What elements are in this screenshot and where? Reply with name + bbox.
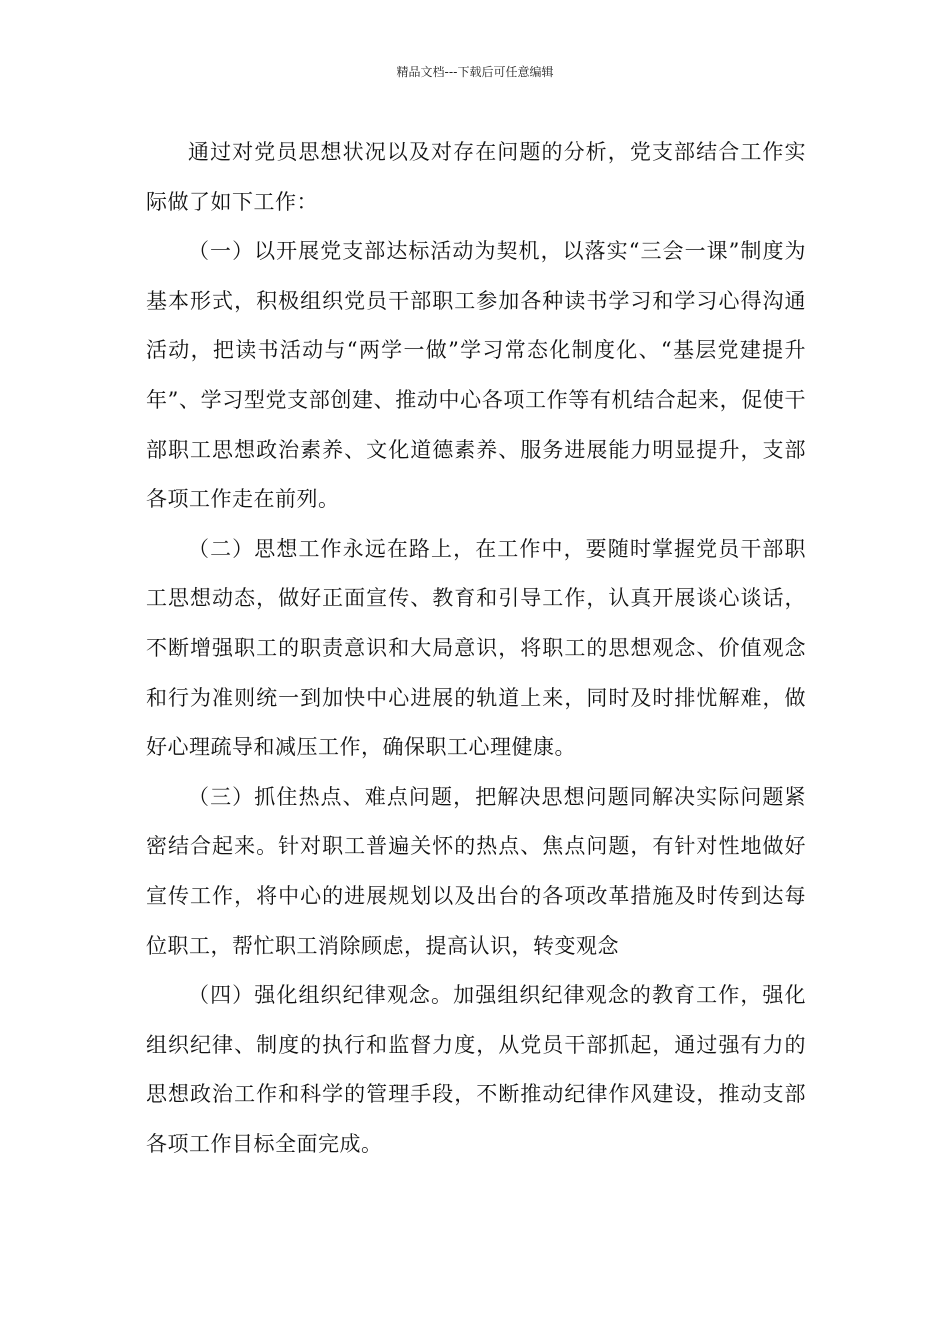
- paragraph-section-2: （二）思想工作永远在路上，在工作中，要随时掌握党员干部职工思想动态，做好正面宣传、教育和引导工作，认真开展谈心谈话，不断增强职工的职责意识和大局意识，将职工的思想观念、价值观念和行为准则统一到加快中心进展的轨道上来，同时及时排忧解难，做好心理疏导和减压工作，确保职工心理健康。: [146, 536, 806, 760]
- paragraph-section-3: （三）抓住热点、难点问题，把解决思想问题同解决实际问题紧密结合起来。针对职工普遍关怀的热点、焦点问题，有针对性地做好宣传工作，将中心的进展规划以及出台的各项改革措施及时传到达每位职工，帮忙职工消除顾虑，提高认识，转变观念: [146, 784, 806, 958]
- paragraph-section-1: （一）以开展党支部达标活动为契机，以落实“三会一课”制度为基本形式，积极组织党员干部职工参加各种读书学习和学习心得沟通活动，把读书活动与“两学一做”学习常态化制度化、“基层党建提升年”、学习型党支部创建、推动中心各项工作等有机结合起来，促使干部职工思想政治素养、文化道德素养、服务进展能力明显提升，支部各项工作走在前列。: [146, 239, 806, 512]
- page-header: 精品文档---下载后可任意编辑: [396, 65, 554, 79]
- paragraph-section-4: （四）强化组织纪律观念。加强组织纪律观念的教育工作，强化组织纪律、制度的执行和监督力度，从党员干部抓起，通过强有力的思想政治工作和科学的管理手段，不断推动纪律作风建设，推动支部各项工作目标全面完成。: [146, 983, 806, 1156]
- paragraph-intro: 通过对党员思想状况以及对存在问题的分析，党支部结合工作实际做了如下工作：: [146, 140, 806, 214]
- document-body: [146, 128, 806, 1169]
